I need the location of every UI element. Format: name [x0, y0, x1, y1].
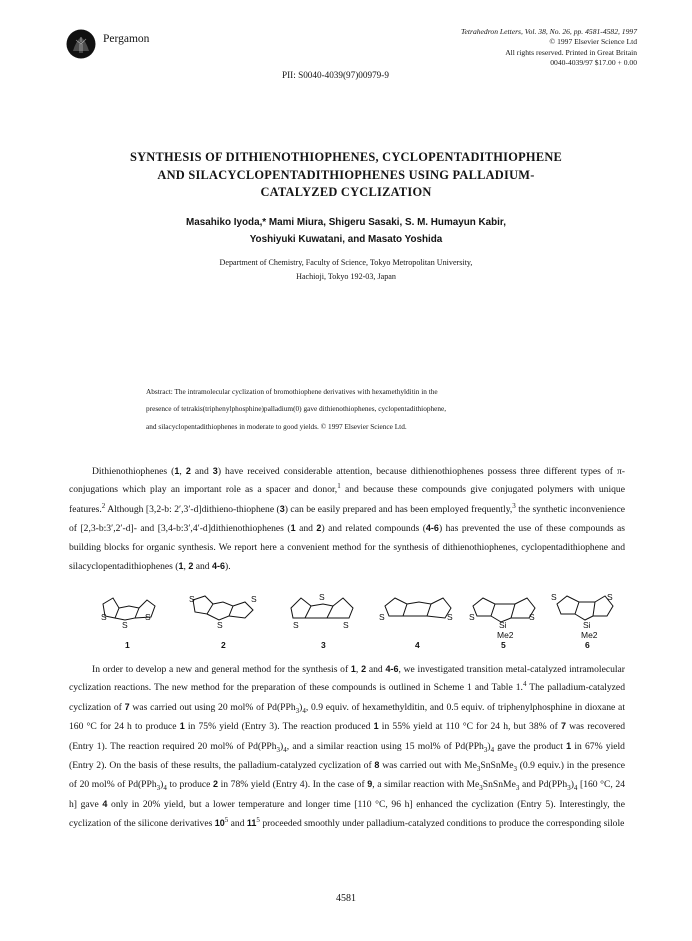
author-line: Masahiko Iyoda,* Mami Miura, Shigeru Sasaki, S. M. Humayun Kabir, [186, 217, 506, 228]
sulfur-atom-label: S [379, 612, 385, 622]
sulfur-atom-label: S [551, 592, 557, 602]
author-list [60, 214, 632, 248]
title-line: AND SILACYCLOPENTADITHIOPHENES USING PALLADIUM- [157, 167, 535, 182]
article-title [60, 149, 632, 202]
sulfur-atom-label: S [343, 620, 349, 630]
sulfur-atom-label: S [101, 612, 107, 622]
sulfur-atom-label: S [293, 620, 299, 630]
affiliation-line: Hachioji, Tokyo 192-03, Japan [296, 272, 396, 281]
compound-label: 2 [221, 640, 226, 650]
compound-label: 1 [125, 640, 130, 650]
elsevier-tree-logo-icon [66, 29, 96, 59]
pii: PII: S0040-4039(97)00979-9 [282, 70, 389, 80]
bridge-label-6: Me2 [581, 630, 598, 640]
compound-label: 4 [415, 640, 420, 650]
abstract-line: and silacyclopentadithiophenes in moderate to good yields. © 1997 Elsevier Science Ltd. [146, 421, 407, 431]
publisher-name: Pergamon [103, 33, 150, 45]
body-paragraph: In order to develop a new and general method for the synthesis of 1, 2 and 4-6, we investigated transition metal-catalyzed intramolecular cyclization reactions. The new method for the preparation of these compounds is outlined in Scheme 1 and Table 1.$^4$ The palladium-catalyzed cyclization of 7 was carried out using 20 mol% of $Pd(PPh_3)_4$, 0.9 equiv. of hexamethylditin, and 0.5 equiv. of triphenylphosphine in dioxane at 160 °C for 24 h to produce 1 in 75% yield (Entry 3). The reaction produced 1 in 55% yield at 110 °C for 24 h, but 38% of 7 was recovered (Entry 1). The reaction required 20 mol% of $Pd(PPh_3)_4$, and a similar reaction using 15 mol% of $Pd(PPh_3)_4$ gave the product 1 in 67% yield (Entry 2). On the basis of these results, the palladium-catalyzed cyclization of 8 was carried out with $Me_3SnSnMe_3$ (0.9 equiv.) in the presence of 20 mol% of $Pd(PPh_3)_4$ to produce 2 in 78% yield (Entry 4). In the case of 9, a similar reaction with $Me_3SnSnMe_3$ and $Pd(PPh_3)_4$ [160 °C, 24 h] gave 4 only in 20% yield, but a lower temperature and longer time [110 °C, 96 h] enhanced the cyclization (Entry 5). Interestingly, the cyclization of the silicone derivatives $10^5$ and $11^5$ proceeded smoothly under palladium-catalyzed conditions to produce the corresponding silole [69, 664, 626, 830]
compound-label: 6 [585, 640, 590, 650]
compound-label: 5 [501, 640, 506, 650]
affiliation-line: Department of Chemistry, Faculty of Science, Tokyo Metropolitan University, [219, 258, 473, 267]
abstract [146, 383, 546, 435]
sulfur-atom-label: S [469, 612, 475, 622]
silicon-atom-label: Si [499, 620, 507, 630]
abstract-line: Abstract: The intramolecular cyclization of bromothiophene derivatives with hexamethylditin in the [146, 387, 438, 396]
sulfur-atom-label: S [447, 612, 453, 622]
compound-structures [95, 590, 615, 650]
sulfur-atom-label: S [529, 612, 535, 622]
affiliation [60, 256, 632, 284]
price-line: 0040-4039/97 $17.00 + 0.00 [550, 58, 637, 68]
sulfur-atom-label: S [607, 592, 613, 602]
silicon-atom-label: Si [583, 620, 591, 630]
sulfur-atom-label: S [189, 594, 195, 604]
title-line: CATALYZED CYCLIZATION [260, 185, 432, 199]
copyright-line: © 1997 Elsevier Science Ltd [549, 37, 637, 47]
sulfur-atom-label: S [251, 594, 257, 604]
sulfur-atom-label: S [145, 612, 151, 622]
sulfur-atom-label: S [319, 592, 325, 602]
structure-6 [557, 596, 613, 620]
sulfur-atom-label: S [217, 620, 223, 630]
citation-block [461, 27, 637, 69]
title-line: SYNTHESIS OF DITHIENOTHIOPHENES, CYCLOPENTADITHIOPHENE [129, 150, 563, 164]
bridge-label-5: Me2 [497, 630, 514, 640]
structure-5 [473, 598, 535, 622]
structure-2 [193, 596, 253, 620]
abstract-line: presence of tetrakis(triphenylphosphine)palladium(0) gave dithienothiophenes, cyclopentadithiophene, [146, 404, 447, 414]
page-number: 4581 [336, 893, 356, 904]
compound-label: 3 [321, 640, 326, 650]
author-line: Yoshiyuki Kuwatani, and Masato Yoshida [249, 234, 443, 245]
rights-line: All rights reserved. Printed in Great Britain [505, 47, 637, 57]
journal-citation: Tetrahedron Letters, Vol. 38, No. 26, pp. 4581-4582, 1997 [461, 27, 637, 36]
body-paragraph: Dithienothiophenes (1, 2 and 3) have received considerable attention, because dithienothiophenes possess three different types of π-conjugations which play an important role as a spacer and donor,$^1$ and because these compounds give conjugated polymers with unique features.$^2$ Although [3,2-b: 2′,3′-d]dithieno-thiophene (3) can be easily prepared and has been employed frequently,$^3$ the synthetic inconvenience of [2,3-b:3′,2′-d]- and [3,4-b:3′,4′-d]dithienothiophenes (1 and 2) and related compounds (4-6) has prevented the use of these compounds as building blocks for organic synthesis. We report here a convenient method for the synthesis of dithienothiophenes, cyclopentadithiophene and silacyclopentadithiophenes (1, 2 and 4-6). [69, 466, 626, 573]
sulfur-atom-label: S [122, 620, 128, 630]
structure-4 [385, 598, 451, 618]
